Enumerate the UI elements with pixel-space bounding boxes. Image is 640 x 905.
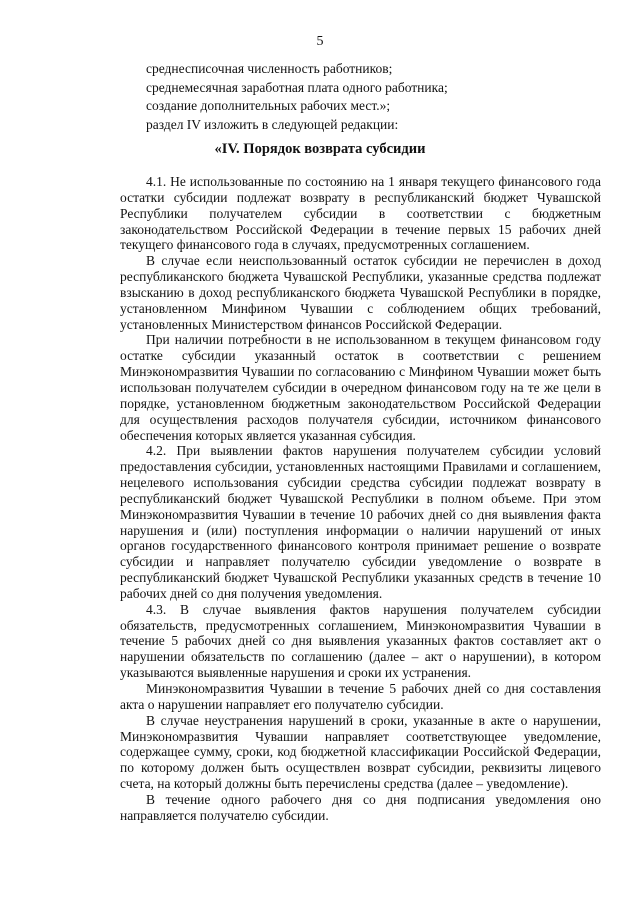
intro-line: среднемесячная заработная плата одного работника; bbox=[146, 79, 448, 95]
paragraph-4-3: 4.3. В случае выявления фактов нарушения получателем субсидии обязательств, предусмотренных соглашением, Минэкономразвития Чувашии в течение 5 рабочих дней со дня выявления указанных фактов составляет акт о нарушении обязательств по соглашению (далее – акт о нарушении), в котором указываются выявленные нарушения и сроки их устранения. bbox=[120, 601, 601, 681]
intro-line: раздел IV изложить в следующей редакции: bbox=[146, 116, 399, 132]
paragraph-remaining-balance-use: При наличии потребности в не использованном в текущем финансовом году остатке субсидии указанный остаток в соответствии с решением Минэкономразвития Чувашии по согласованию с Минфином Чувашии может быть использован получателем субсидии в очередном финансовом году на те же цели в порядке, установленном бюджетным законодательством Российской Федерации для осуществления расходов получателя субсидии, источником финансового обеспечения которых является указанная субсидия. bbox=[120, 332, 601, 443]
section-heading: «IV. Порядок возврата субсидии bbox=[214, 141, 426, 157]
page-number: 5 bbox=[316, 34, 324, 49]
intro-line: среднесписочная численность работников; bbox=[146, 61, 393, 76]
paragraph-notification-delivery: В течение одного рабочего дня со дня подписания уведомления оно направляется получателю субсидии. bbox=[120, 791, 601, 823]
intro-line: создание дополнительных рабочих мест.»; bbox=[146, 98, 391, 113]
paragraph-4-2: 4.2. При выявлении фактов нарушения получателем субсидии условий предоставления субсидии, установленных настоящими Правилами и соглашением, нецелевого использования субсидии средства субсидии подлежат возврату в республиканский бюджет Чувашской Республики в полном объеме. При этом Минэкономразвития Чувашии в течение 10 рабочих дней со дня выявления факта нарушения и (или) поступления информации о наличии нарушений от иных органов государственного финансового контроля принимает решение о возврате субсидии и направляет получателю субсидии уведомление о возврате в республиканский бюджет Чувашской Республики указанных средств в течение 10 рабочих дней со дня получения уведомления. bbox=[120, 443, 601, 601]
paragraph-act-delivery: Минэкономразвития Чувашии в течение 5 рабочих дней со дня составления акта о нарушении направляет его получателю субсидии. bbox=[120, 681, 601, 712]
intro-list bbox=[146, 60, 586, 134]
paragraph-notification: В случае неустранения нарушений в сроки, указанные в акте о нарушении, Минэкономразвития Чувашии направляет соответствующее уведомление, содержащее сумму, сроки, код бюджетной классификации Российской Федерации, по которому должен быть осуществлен возврат субсидии, реквизиты лицевого счета, на который должны быть перечислены средства (далее – уведомление). bbox=[120, 712, 601, 792]
document-body bbox=[120, 174, 601, 824]
paragraph-4-1: 4.1. Не использованные по состоянию на 1 января текущего финансового года остатки субсидии подлежат возврату в республиканский бюджет Чувашской Республики получателем субсидии в соответствии с бюджетным законодательством Российской Федерации в течение первых 15 рабочих дней текущего финансового года в случаях, предусмотренных соглашением. bbox=[120, 174, 601, 253]
paragraph-unspent-balance: В случае если неиспользованный остаток субсидии не перечислен в доход республиканского бюджета Чувашской Республики, указанные средства подлежат взысканию в доход республиканского бюджета Чувашской Республики в порядке, установленном Минфином Чувашии с соблюдением общих требований, установленных Министерством финансов Российской Федерации. bbox=[120, 253, 601, 332]
